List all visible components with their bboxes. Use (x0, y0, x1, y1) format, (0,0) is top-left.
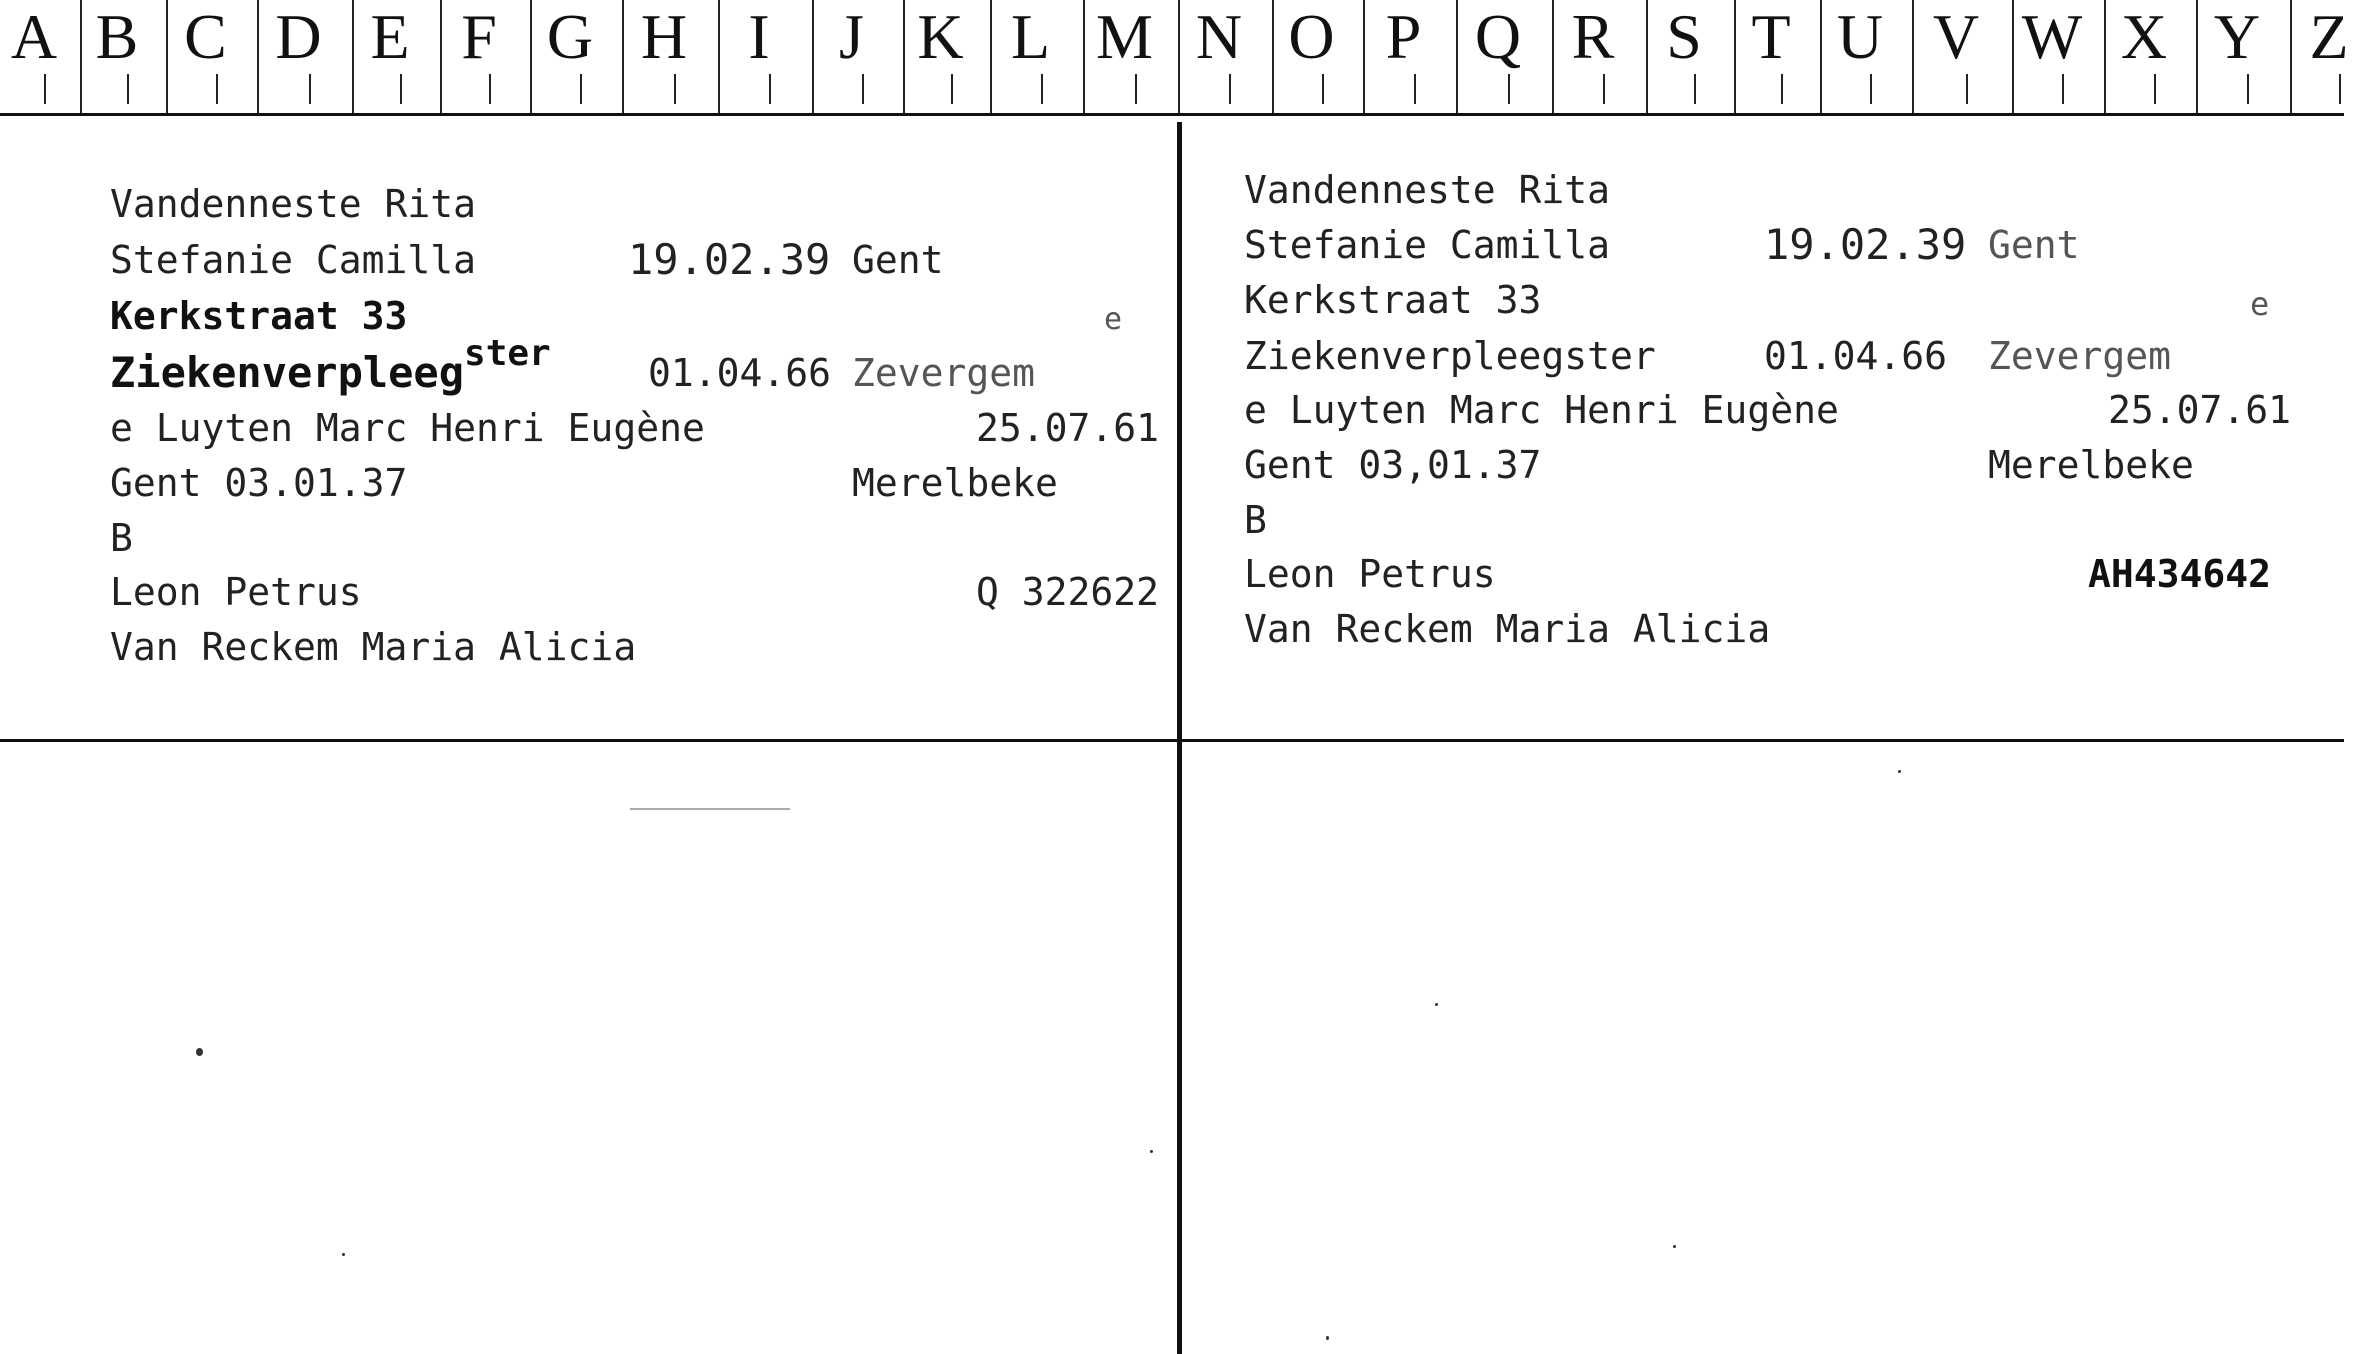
card-right-occupation: Ziekenverpleegster (1244, 334, 1656, 378)
card-right-nationality: B (1244, 498, 1267, 542)
index-letter-h: H (640, 1, 688, 72)
index-divider (1178, 0, 1180, 113)
card-left-occupation (110, 333, 551, 404)
index-letter-e: E (370, 1, 410, 72)
index-letter-i: I (748, 1, 770, 72)
card-divider-vertical (1177, 122, 1182, 1354)
index-letter-j: J (839, 1, 864, 72)
scan-speck (1673, 1245, 1676, 1248)
index-letter-p: P (1385, 1, 1422, 72)
index-letter-q: Q (1474, 1, 1522, 72)
scan-speck (1898, 770, 1901, 773)
card-left-address: Kerkstraat 33 (110, 294, 408, 338)
card-right-occupation-date: 01.04.66 (1764, 334, 1948, 378)
index-card-right (1182, 0, 2344, 740)
card-left-birth-date: 19.02.39 (628, 235, 831, 284)
card-right-spouse-birth: Gent 03,01.37 (1244, 443, 1542, 487)
card-left-residence: Merelbeke (852, 461, 1058, 505)
index-letter-c: C (184, 1, 227, 72)
index-letter-d: D (275, 1, 322, 72)
card-right-spouse: e Luyten Marc Henri Eugène (1244, 388, 1839, 432)
scan-speck (630, 808, 790, 810)
card-left-spouse: e Luyten Marc Henri Eugène (110, 406, 705, 450)
index-letter-t: T (1751, 1, 1791, 72)
card-right-residence: Merelbeke (1988, 443, 2194, 487)
card-right-name: Vandenneste Rita (1244, 168, 1611, 212)
card-right-birth-place: Gent (1988, 223, 2080, 267)
card-left-occupation-text: Ziekenverpleeg (110, 348, 465, 397)
index-letter-v: V (1932, 1, 1980, 72)
scan-speck (1435, 1003, 1438, 1006)
card-right-father: Leon Petrus (1244, 552, 1496, 596)
card-left-mother: Van Reckem Maria Alicia (110, 625, 637, 669)
index-letter-l: L (1010, 1, 1051, 72)
card-left-occupation-place: Zevergem (852, 351, 1036, 395)
card-bottom-rule-right (1182, 739, 2344, 742)
card-right-id-number: AH434642 (2088, 552, 2272, 596)
card-right-occupation-place: Zevergem (1988, 334, 2172, 378)
card-right-given-names: Stefanie Camilla (1244, 223, 1611, 267)
card-right-address: Kerkstraat 33 (1244, 278, 1542, 322)
index-letter-s: S (1666, 1, 1702, 72)
index-letter-o: O (1288, 1, 1335, 72)
card-left-mark-e: e (1104, 302, 1123, 337)
index-letter-x: X (2120, 1, 2168, 72)
card-bottom-rule-left (0, 739, 1177, 742)
card-right-birth-date: 19.02.39 (1764, 220, 1967, 269)
index-letter-m: M (1096, 1, 1153, 72)
scan-speck (1150, 1150, 1153, 1153)
card-left-nationality: B (110, 516, 133, 560)
scan-speck (342, 1253, 345, 1256)
index-letter-n: N (1195, 1, 1243, 72)
index-letter-y: Y (2213, 1, 2261, 72)
index-letter-u: U (1836, 1, 1884, 72)
index-letter-g: G (546, 1, 594, 72)
card-left-occupation-date: 01.04.66 (648, 351, 832, 395)
index-letter-k: K (917, 1, 964, 72)
scan-speck (196, 1048, 203, 1056)
card-right-mother: Van Reckem Maria Alicia (1244, 607, 1771, 651)
index-letter-b: B (95, 1, 139, 72)
scan-speck (1326, 1336, 1329, 1340)
index-letter-f: F (461, 1, 497, 72)
card-left-father: Leon Petrus (110, 570, 362, 614)
card-left-occupation-suffix: ster (464, 333, 551, 374)
card-right-marriage-date: 25.07.61 (2108, 388, 2292, 432)
card-left-spouse-birth: Gent 03.01.37 (110, 461, 408, 505)
index-letter-a: A (10, 1, 58, 72)
index-letter-r: R (1571, 1, 1615, 72)
index-letter-z: Z (2309, 1, 2349, 72)
index-letter-w: W (2021, 1, 2083, 72)
card-left-marriage-date: 25.07.61 (976, 406, 1160, 450)
card-left-given-names: Stefanie Camilla (110, 238, 477, 282)
index-card-left (0, 0, 1177, 740)
card-left-id-number: Q 322622 (976, 570, 1160, 614)
card-left-birth-place: Gent (852, 238, 944, 282)
card-left-name: Vandenneste Rita (110, 182, 477, 226)
card-right-mark-e: e (2250, 285, 2270, 323)
